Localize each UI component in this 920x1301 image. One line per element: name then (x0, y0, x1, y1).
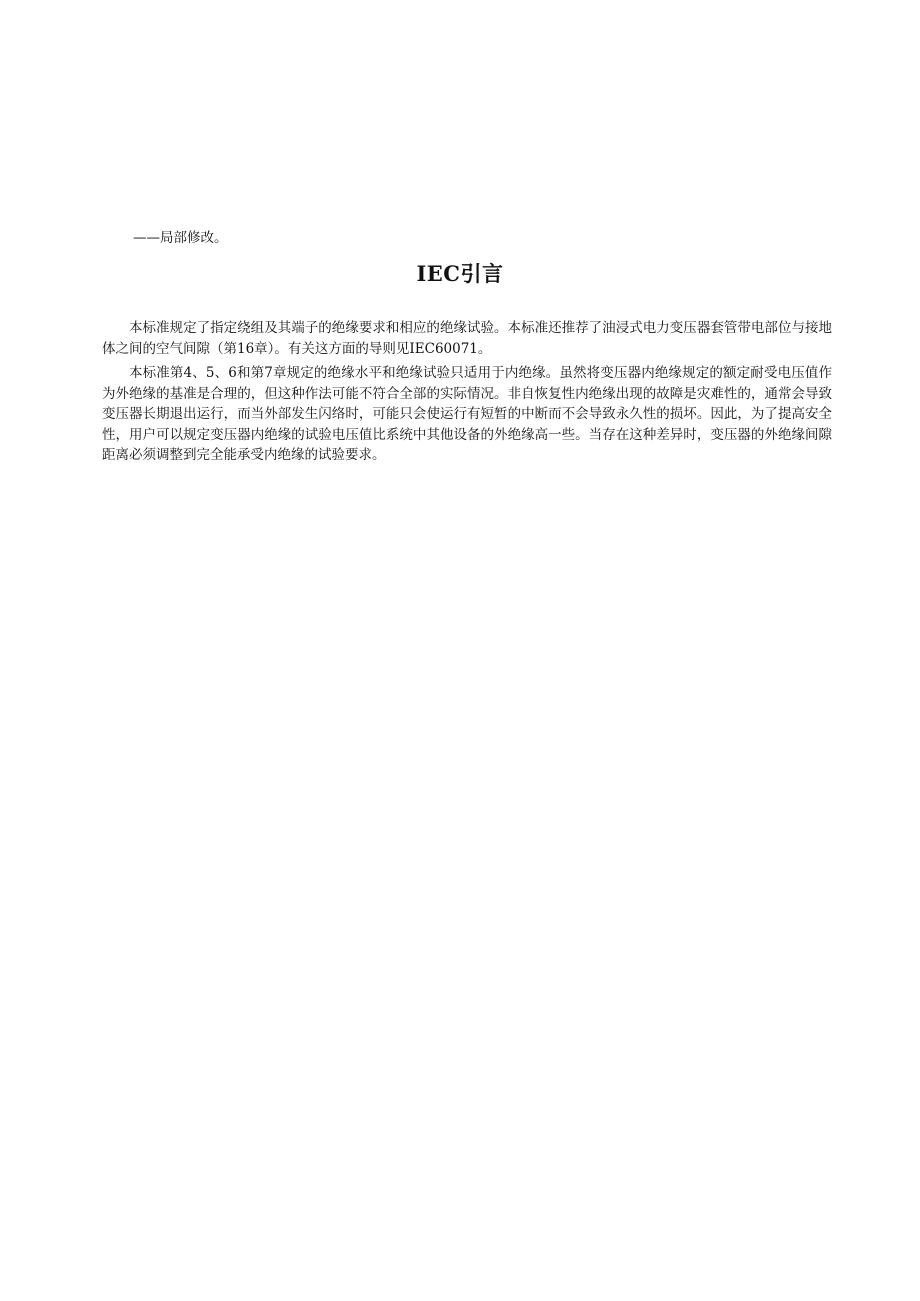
body-text (102, 318, 832, 470)
section-title: IEC引言 (416, 261, 504, 286)
paragraph-2: 本标准第4、5、6和第7章规定的绝缘水平和绝缘试验只适用于内绝缘。虽然将变压器内绝缘规定的额定耐受电压值作为外绝缘的基准是合理的，但这种作法可能不符合全部的实际情况。非自恢复性内绝缘出现的故障是灾难性的，通常会导致变压器长期退出运行，而当外部发生闪络时，可能只会使运行有短暂的中断而不会导致永久性的损坏。因此，为了提高安全性，用户可以规定变压器内绝缘的试验电压值比系统中其他设备的外绝缘高一些。当存在这种差异时，变压器的外绝缘间隙距离必须调整到完全能承受内绝缘的试验要求。 (102, 365, 832, 463)
list-item-partial-modification: ——局部修改。 (133, 230, 228, 246)
paragraph-1: 本标准规定了指定绕组及其端子的绝缘要求和相应的绝缘试验。本标准还推荐了油浸式电力变压器套管带电部位与接地体之间的空气间隙（第16章）。有关这方面的导则见IEC60071。 (102, 320, 832, 357)
